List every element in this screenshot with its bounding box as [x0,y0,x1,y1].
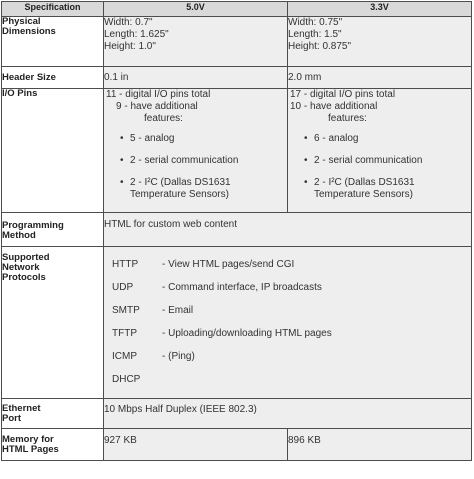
label-line: Physical [2,16,41,27]
protocol-name: HTTP [112,259,139,270]
cell-ethernet-port: 10 Mbps Half Duplex (IEEE 802.3) [104,399,472,429]
protocol-name: SMTP [112,305,140,316]
cell-programming-method: HTML for custom web content [104,213,472,247]
dimension-width: Width: 0.7" [104,17,153,28]
label-physical-dimensions [2,17,104,67]
dimension-length: Length: 1.5" [288,29,342,40]
protocol-description: - View HTML pages/send CGI [162,259,295,270]
list-item: • 5 - analog [120,133,175,144]
io-additional: 9 - have additional [116,101,198,112]
row-network-protocols [2,247,472,399]
label-io-pins: I/O Pins [2,89,104,213]
feature-list [104,133,287,201]
cell-memory-3v3: 896 KB [288,429,472,461]
row-header-size [2,67,472,89]
dimension-width: Width: 0.75" [288,17,343,28]
label-line: Port [2,413,21,424]
label-line: Dimensions [2,26,56,37]
dimension-height: Height: 1.0" [104,41,156,52]
protocol-description: - (Ping) [162,351,195,362]
protocol-name: TFTP [112,328,137,339]
list-item [112,328,471,340]
label-line: Supported [2,252,50,263]
cell-physical-5v [104,17,288,67]
dimension-length: Length: 1.625" [104,29,169,40]
list-item [112,282,471,294]
spec-table [1,1,472,461]
list-item: • 2 - I²C (Dallas DS1631 Temperature Sensors) [304,177,415,200]
list-item: • 2 - serial communication [304,155,423,166]
list-item: • 2 - I²C (Dallas DS1631 Temperature Sensors) [120,177,231,200]
cell-header-size-3v3: 2.0 mm [288,67,472,89]
list-item: • 2 - serial communication [120,155,239,166]
list-item [112,374,471,386]
bullet-icon: • [120,177,124,188]
protocol-description: - Email [162,305,194,316]
label-network-protocols [2,247,104,399]
cell-network-protocols [104,247,472,399]
label-memory [2,429,104,461]
list-item [112,305,471,317]
list-item: • 6 - analog [304,133,359,144]
protocol-name: UDP [112,282,134,293]
protocol-description: - Uploading/downloading HTML pages [162,328,332,339]
label-line: Network [2,262,40,273]
header-3v3: 3.3V [288,2,472,17]
spec-table-container [1,1,472,461]
label-line: HTML Pages [2,444,59,455]
row-io-pins [2,89,472,213]
cell-io-pins-5v [104,89,288,213]
label-line: Memory for [2,434,54,445]
protocol-name: DHCP [112,374,141,385]
io-features-label: features: [144,113,183,124]
label-line: Ethernet [2,403,41,414]
cell-io-pins-3v3 [288,89,472,213]
label-line: Programming [2,220,64,231]
bullet-icon: • [304,133,308,144]
list-item [112,259,471,271]
bullet-icon: • [120,133,124,144]
label-programming-method [2,213,104,247]
cell-memory-5v: 927 KB [104,429,288,461]
row-programming-method [2,213,472,247]
io-additional: 10 - have additional [290,101,378,112]
bullet-icon: • [120,155,124,166]
bullet-icon: • [304,155,308,166]
io-features-label: features: [328,113,367,124]
cell-header-size-5v: 0.1 in [104,67,288,89]
row-ethernet-port [2,399,472,429]
feature-list [288,133,471,201]
cell-physical-3v3 [288,17,472,67]
label-line: Protocols [2,272,46,283]
label-header-size: Header Size [2,67,104,89]
header-5v: 5.0V [104,2,288,17]
dimension-height: Height: 0.875" [288,41,352,52]
protocol-description: - Command interface, IP broadcasts [162,282,322,293]
label-ethernet-port [2,399,104,429]
protocol-name: ICMP [112,351,137,362]
header-row [2,2,472,17]
list-item [112,351,471,363]
header-specification: Specification [2,2,104,17]
row-memory [2,429,472,461]
label-line: Method [2,230,36,241]
row-physical-dimensions [2,17,472,67]
io-total: 11 - digital I/O pins total [106,89,211,100]
bullet-icon: • [304,177,308,188]
io-total: 17 - digital I/O pins total [290,89,396,100]
